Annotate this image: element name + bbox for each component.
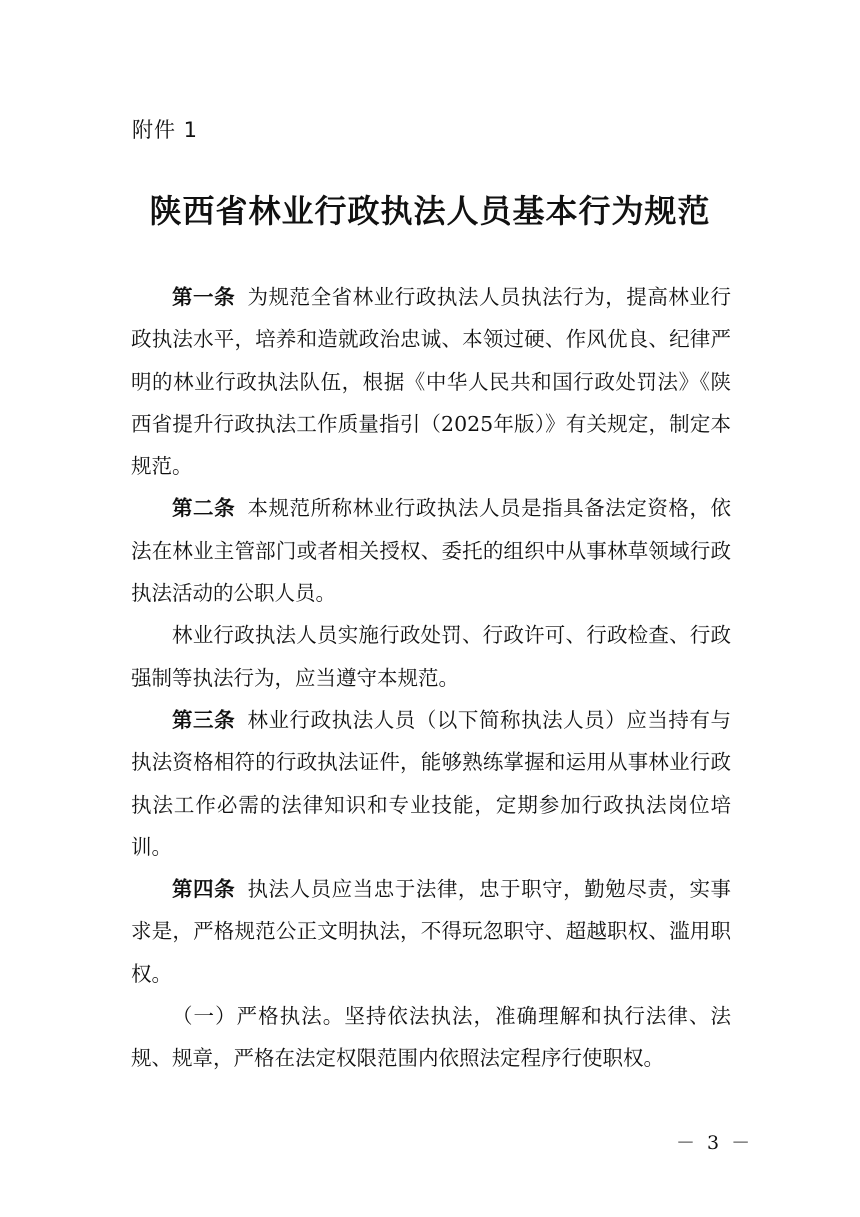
article-1-heading: 第一条 — [172, 285, 236, 309]
document-title: 陕西省林业行政执法人员基本行为规范 — [149, 192, 711, 230]
article-1-text: 为规范全省林业行政执法人员执法行为，提高林业行政执法水平，培养和造就政治忠诚、本领过硬、作风优良、纪律严明的林业行政执法队伍，根据《中华人民共和国行政处罚法》《陕西省提升行政执法工作质量指引（2025年版）》有关规定，制定本规范。 — [131, 285, 732, 479]
article-4-heading: 第四条 — [172, 877, 236, 902]
article-2-scope-text: 林业行政执法人员实施行政处罚、行政许可、行政检查、行政强制等执法行为，应当遵守本规范。 — [131, 623, 731, 690]
article-4-item-1-paragraph — [131, 995, 731, 1080]
article-1-paragraph — [131, 276, 731, 487]
article-4-paragraph — [131, 868, 731, 995]
article-3-paragraph — [131, 699, 731, 868]
article-3-heading: 第三条 — [172, 707, 236, 732]
article-2-paragraph — [131, 487, 731, 614]
article-2-scope-paragraph — [131, 614, 731, 699]
article-3-text: 林业行政执法人员（以下简称执法人员）应当持有与执法资格相符的行政执法证件，能够熟练掌握和运用从事林业行政执法工作必需的法律知识和专业技能，定期参加行政执法岗位培训。 — [131, 707, 732, 859]
article-4-item-1-text: （一）严格执法。坚持依法执法，准确理解和执行法律、法规、规章，严格在法定权限范围内依照法定程序行使职权。 — [131, 1004, 731, 1071]
attachment-label: 附件 1 — [132, 118, 199, 142]
page-number: － 3 － — [676, 1132, 754, 1154]
article-2-text: 本规范所称林业行政执法人员是指具备法定资格，依法在林业主管部门或者相关授权、委托的组织中从事林草领域行政执法活动的公职人员。 — [131, 496, 732, 606]
document-body — [131, 276, 731, 1080]
article-4-text: 执法人员应当忠于法律，忠于职守，勤勉尽责，实事求是，严格规范公正文明执法，不得玩忽职守、超越职权、滥用职权。 — [131, 877, 732, 986]
article-2-heading: 第二条 — [172, 496, 236, 521]
